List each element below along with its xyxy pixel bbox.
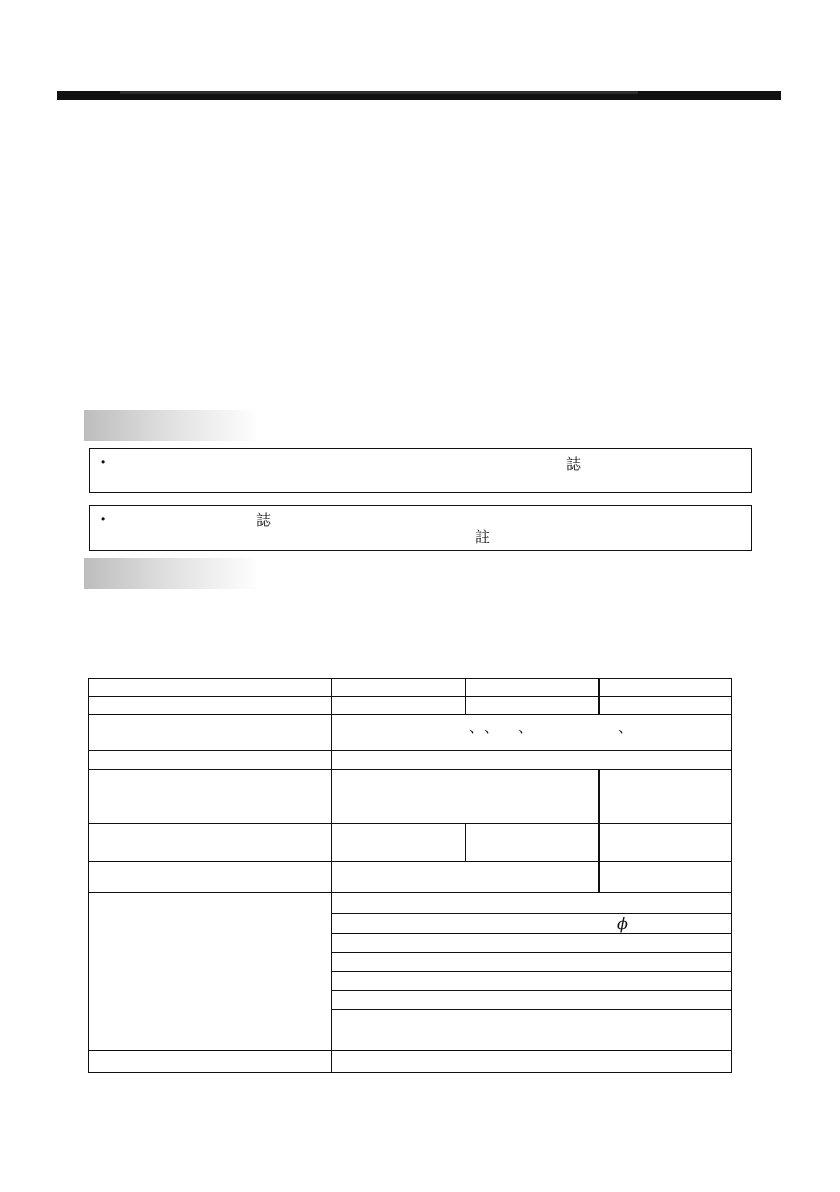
table-row: [89, 679, 732, 697]
table-cell: [89, 697, 332, 715]
table-cell: [332, 893, 732, 914]
table-cell: [89, 679, 332, 697]
table-cell: [332, 770, 599, 824]
table-cell: [89, 751, 332, 770]
table-cell: [89, 715, 332, 751]
table-cell: [332, 824, 466, 862]
table-cell: [89, 1051, 332, 1073]
table-cell: [599, 697, 732, 715]
table-cell: [89, 862, 332, 893]
table-cell: [332, 862, 599, 893]
table-cell-diameter: [332, 914, 732, 934]
note-1-glyph: 誌: [566, 455, 582, 473]
bullet-icon: •: [101, 512, 106, 526]
table-row: [89, 893, 732, 914]
table-cell: [332, 991, 732, 1010]
table-cell: [599, 770, 732, 824]
section-heading-bar-specifications: [84, 558, 260, 589]
table-cell: [332, 1010, 732, 1051]
enumeration-mark: 、: [518, 718, 534, 736]
enumeration-mark: 、: [484, 718, 500, 736]
table-cell: [466, 824, 599, 862]
table-cell: [466, 697, 599, 715]
table-cell: [89, 824, 332, 862]
table-row: [89, 862, 732, 893]
note-box-1: [89, 448, 752, 493]
table-row: [89, 751, 732, 770]
enumeration-mark: 、: [469, 718, 485, 736]
table-cell: [332, 1051, 732, 1073]
table-cell: [466, 679, 599, 697]
bullet-icon: •: [101, 455, 106, 469]
table-cell: [332, 972, 732, 991]
table-row: [89, 824, 732, 862]
table-row: [89, 770, 732, 824]
diameter-symbol-icon: ϕ: [617, 914, 628, 933]
header-rule-highlight: [120, 91, 638, 94]
enumeration-mark: 、: [618, 718, 634, 736]
table-row: [89, 697, 732, 715]
table-cell: [332, 697, 466, 715]
note-2-glyph-2: 註: [475, 528, 491, 546]
table-cell: [599, 862, 732, 893]
table-cell: [332, 934, 732, 953]
table-cell: [599, 824, 732, 862]
note-2-glyph-1: 誌: [256, 511, 272, 529]
table-cell: [332, 751, 732, 770]
table-cell-group-label: [89, 893, 332, 1051]
table-cell: [332, 679, 466, 697]
table-row: [89, 715, 732, 751]
section-heading-bar-notes: [84, 410, 260, 441]
table-cell: [89, 770, 332, 824]
table-row: [89, 1051, 732, 1073]
note-box-2: [89, 505, 752, 551]
table-cell: [599, 679, 732, 697]
specification-table: [88, 678, 732, 1073]
table-cell: [332, 953, 732, 972]
